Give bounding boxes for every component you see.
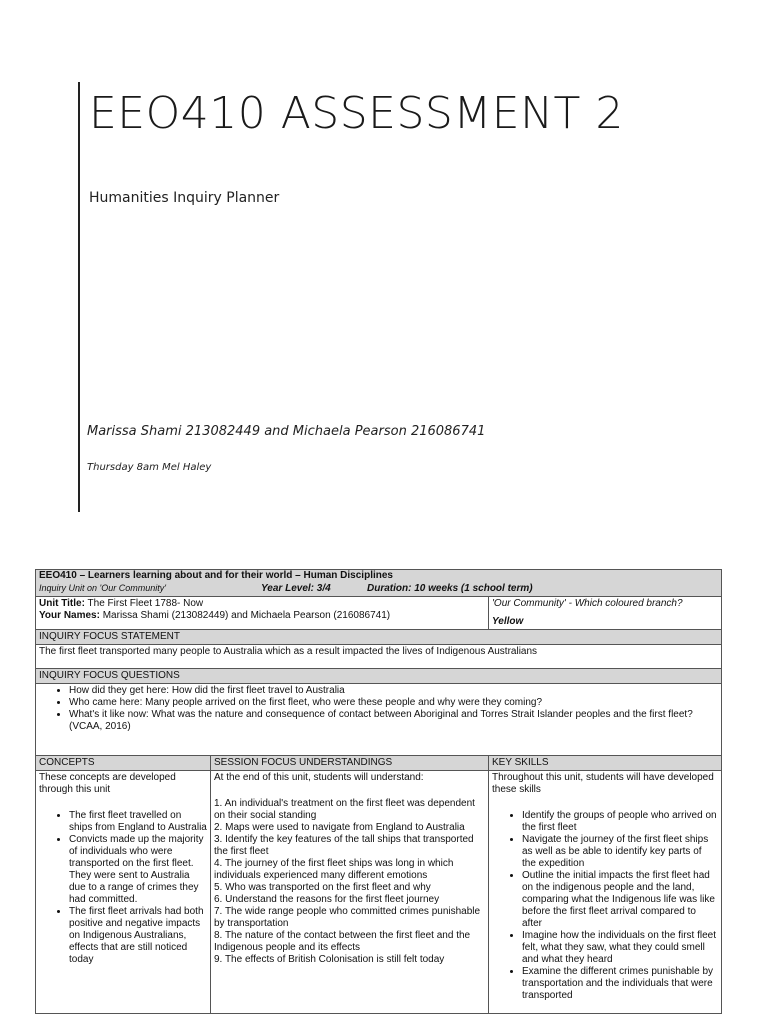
list-item: • The first fleet arrivals had both positive and negative impacts on Indigenous Australians, effects that are still noticed today — [69, 906, 207, 966]
unit-on-label: Inquiry Unit on 'Our Community' — [39, 583, 166, 593]
planner-header-title: EEO410 – Learners learning about and for their world – Human Disciplines — [39, 570, 393, 581]
list-item: 9. The effects of British Colonisation is still felt today — [214, 954, 445, 965]
concepts-list — [39, 810, 207, 966]
list-item: • The first fleet travelled on ships from England to Australia — [69, 810, 207, 834]
list-item: 7. The wide range people who committed crimes punishable by transportation — [214, 906, 481, 929]
duration: Duration: 10 weeks (1 school term) — [367, 583, 533, 594]
names-label: Your Names: — [39, 610, 100, 621]
understandings-header: SESSION FOCUS UNDERSTANDINGS — [211, 756, 489, 771]
list-item: • Navigate the journey of the first fleet ships as well as be able to identify key parts of the expedition — [522, 834, 718, 870]
focus-questions-heading-row — [36, 669, 722, 684]
understandings-cell — [211, 771, 489, 1014]
list-item: • Outline the initial impacts the first fleet had on the indigenous people and the land, comparing what the Indigenous life was like before the first fleet arrival compared to after — [522, 870, 718, 930]
focus-questions-row — [36, 684, 722, 756]
focus-questions-heading: INQUIRY FOCUS QUESTIONS — [36, 669, 722, 684]
unit-info-cell — [36, 597, 489, 630]
skills-intro: Throughout this unit, students will have developed these skills — [492, 772, 714, 795]
planner-header-cell — [36, 570, 722, 597]
list-item: • Identify the groups of people who arrived on the first fleet — [522, 810, 718, 834]
list-item: 2. Maps were used to navigate from England to Australia — [214, 822, 465, 833]
concepts-header: CONCEPTS — [36, 756, 211, 771]
focus-statement-row — [36, 645, 722, 669]
understandings-intro: At the end of this unit, students will understand: — [214, 772, 424, 783]
column-headers-row — [36, 756, 722, 771]
list-item: • Examine the different crimes punishable by transportation and the individuals that were transported — [522, 966, 718, 1002]
list-item: 6. Understand the reasons for the first fleet journey — [214, 894, 440, 905]
names-value: Marissa Shami (213082449) and Michaela Pearson (216086741) — [99, 610, 391, 621]
author-names: Marissa Shami 213082449 and Michaela Pearson 216086741 — [87, 424, 486, 439]
skills-cell — [489, 771, 722, 1014]
list-item: • Convicts made up the majority of individuals who were transported on the first fleet. They were sent to Australia due to a range of crimes they had committed. — [69, 834, 207, 906]
list-item: 5. Who was transported on the first fleet and why — [214, 882, 431, 893]
session-info: Thursday 8am Mel Haley — [87, 462, 212, 473]
skills-list — [492, 810, 718, 1002]
year-level: Year Level: 3/4 — [261, 583, 331, 594]
list-item: 8. The nature of the contact between the first fleet and the Indigenous people and its effects — [214, 930, 471, 953]
focus-questions-list — [39, 685, 718, 733]
branch-cell — [489, 597, 722, 630]
concepts-cell — [36, 771, 211, 1014]
list-item: • Who came here: Many people arrived on the first fleet, who were these people and why were they coming? — [69, 697, 718, 709]
cover-vertical-rule — [78, 82, 80, 512]
unit-title-value: The First Fleet 1788- Now — [84, 598, 204, 609]
focus-statement: The first fleet transported many people to Australia which as a result impacted the lives of Indigenous Australians — [36, 645, 722, 669]
inquiry-planner-table — [35, 569, 722, 1014]
document-subtitle: Humanities Inquiry Planner — [89, 190, 280, 206]
list-item: 1. An individual's treatment on the first fleet was dependent on their social standing — [214, 798, 475, 821]
focus-questions-cell — [36, 684, 722, 756]
skills-header: KEY SKILLS — [489, 756, 722, 771]
list-item: • Imagine how the individuals on the first fleet felt, what they saw, what they could smell and what they heard — [522, 930, 718, 966]
content-row — [36, 771, 722, 1014]
branch-answer: Yellow — [492, 616, 524, 627]
branch-question: 'Our Community' - Which coloured branch? — [492, 598, 683, 609]
concepts-intro: These concepts are developed through this unit — [39, 772, 176, 795]
document-title: EEO410 ASSESSMENT 2 — [89, 88, 624, 139]
list-item: • What's it like now: What was the nature and consequence of contact between Aboriginal and Torres Strait Islander peoples and the first fleet? (VCAA, 2016) — [69, 709, 718, 733]
unit-info-row — [36, 597, 722, 630]
list-item: 3. Identify the key features of the tall ships that transported the first fleet — [214, 834, 474, 857]
unit-title-label: Unit Title: — [39, 598, 85, 609]
list-item: • How did they get here: How did the first fleet travel to Australia — [69, 685, 718, 697]
list-item: 4. The journey of the first fleet ships was long in which individuals experienced many different emotions — [214, 858, 454, 881]
planner-header-row — [36, 570, 722, 597]
focus-statement-heading-row — [36, 630, 722, 645]
focus-statement-heading: INQUIRY FOCUS STATEMENT — [36, 630, 722, 645]
